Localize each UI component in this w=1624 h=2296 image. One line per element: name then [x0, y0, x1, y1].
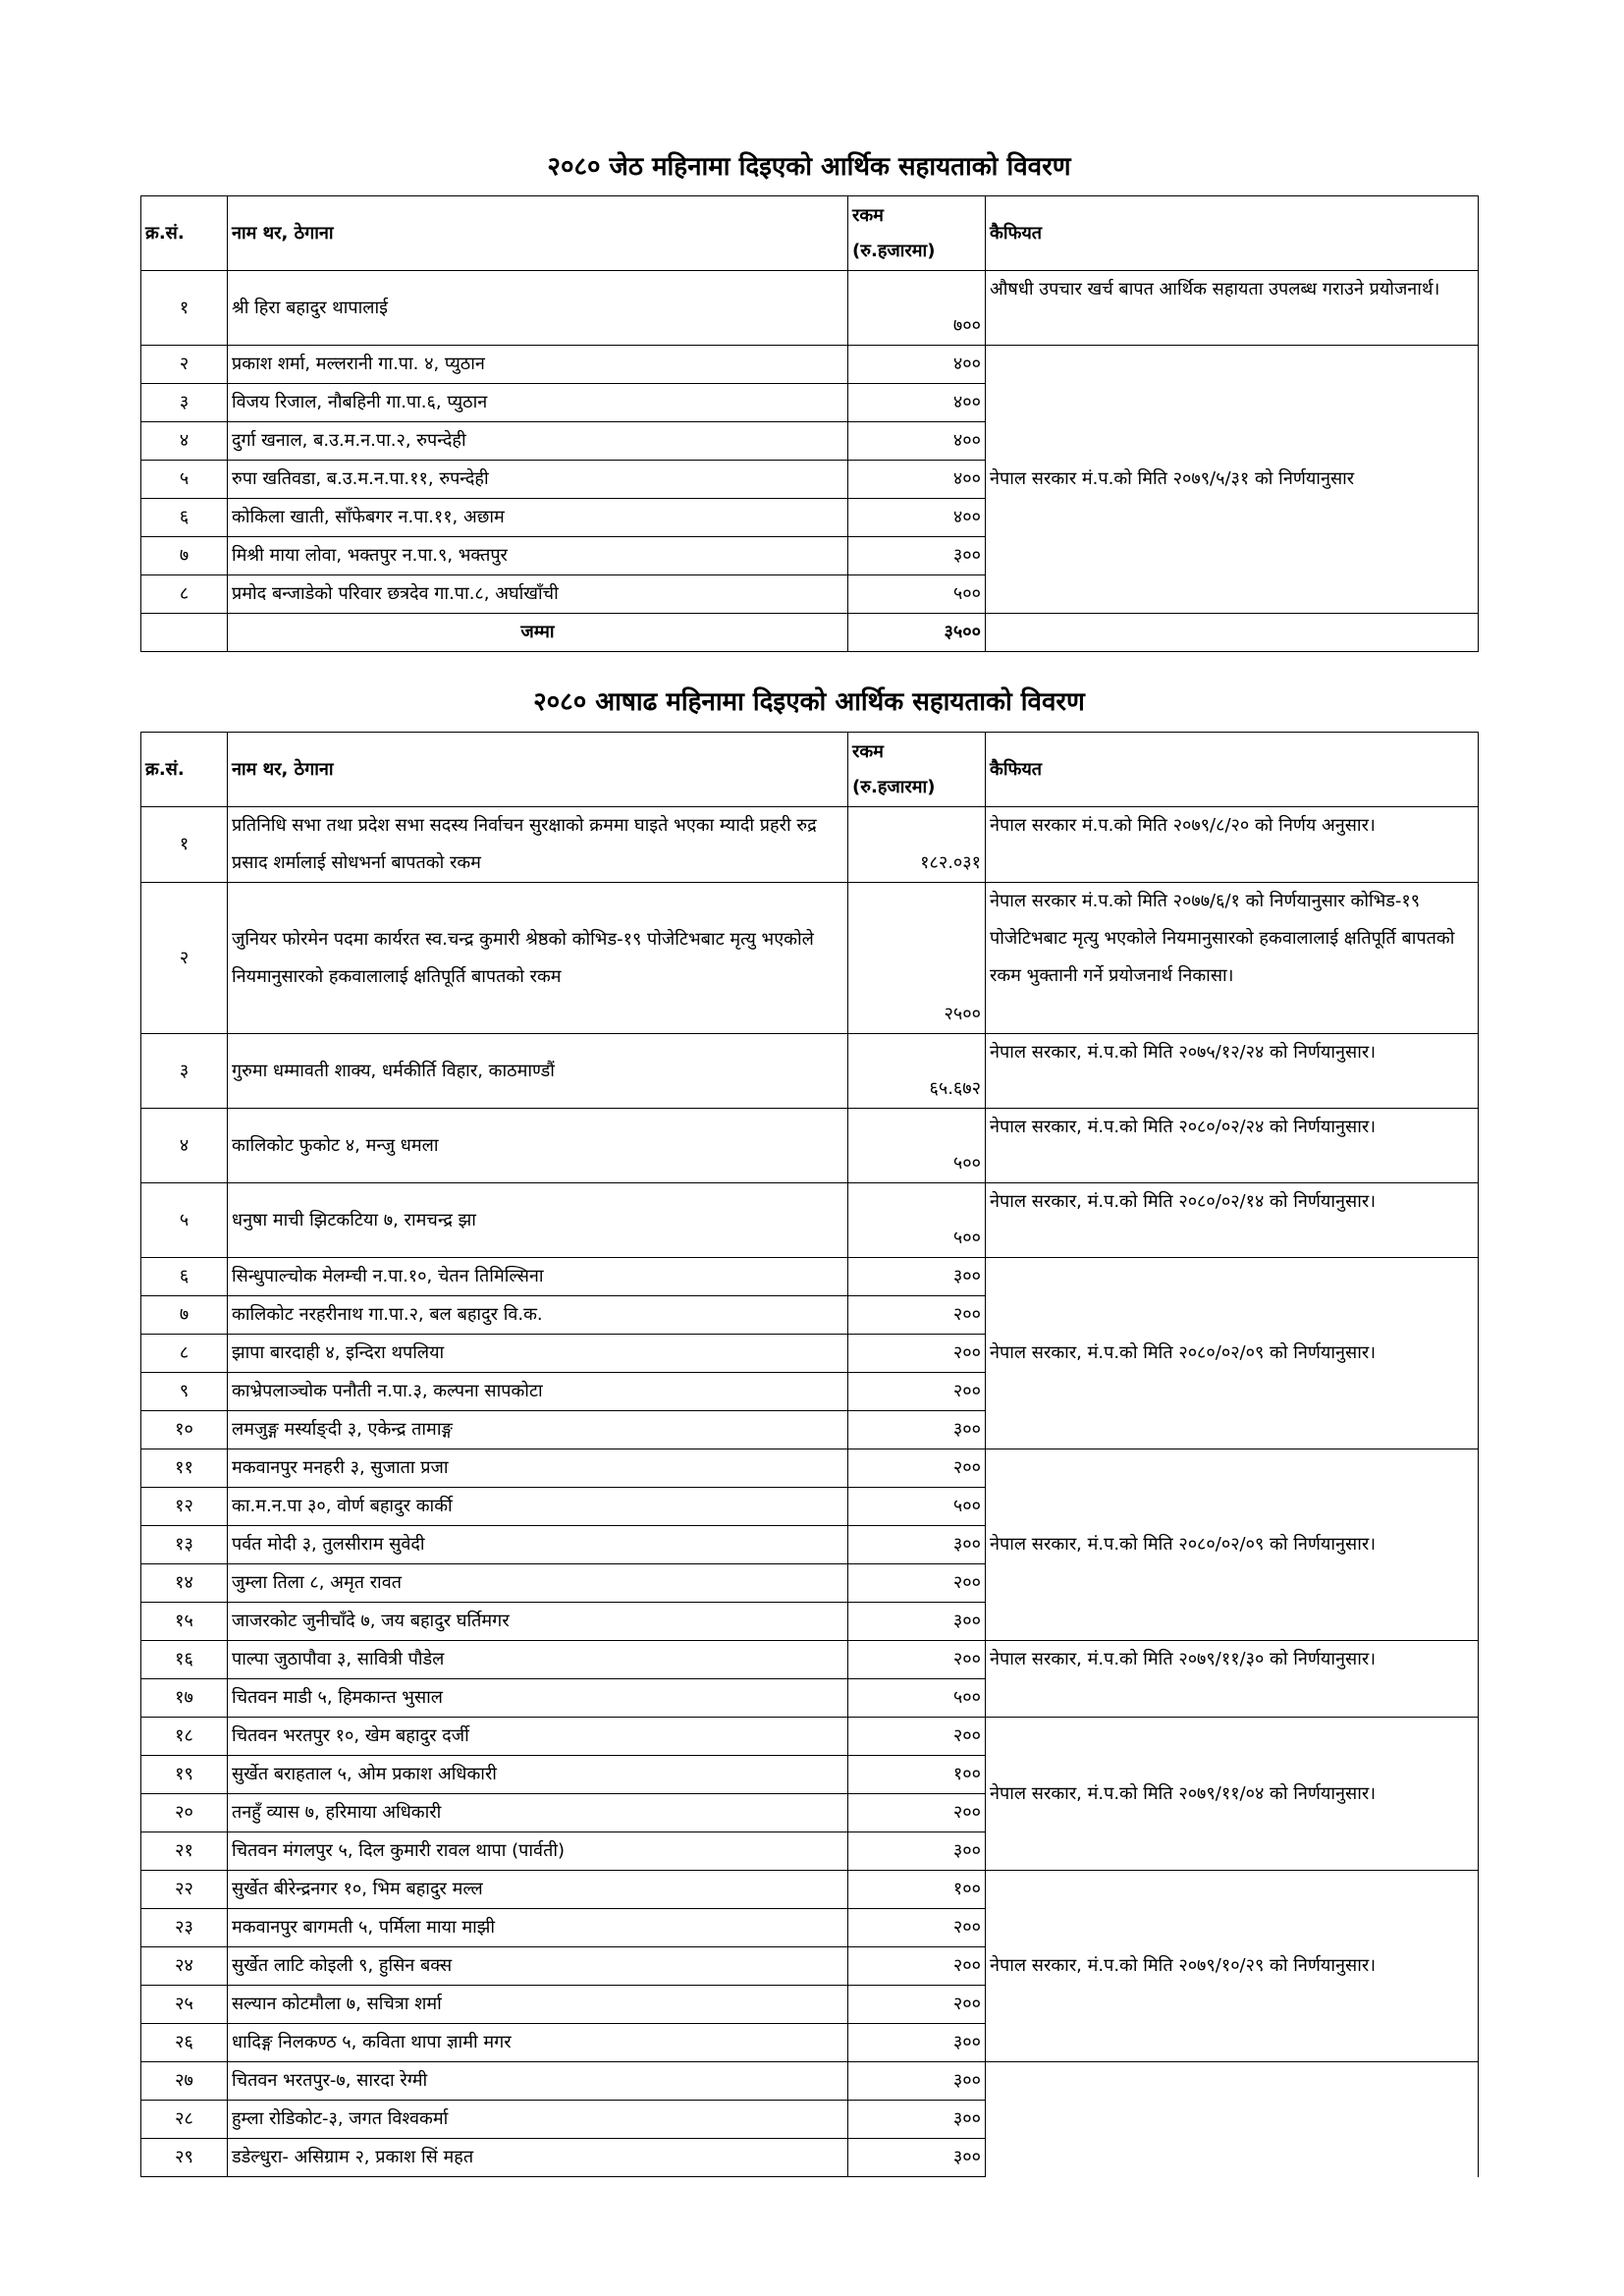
row-name: पर्वत मोदी ३, तुलसीराम सुवेदी — [228, 1526, 848, 1564]
row-name: प्रमोद बन्जाडेको परिवार छत्रदेव गा.पा.८, अर्घाखाँची — [228, 575, 848, 614]
row-amount: ३०० — [848, 1603, 986, 1641]
row-sn: १६ — [141, 1641, 228, 1679]
row-sn: ३ — [141, 384, 228, 422]
row-sn: २३ — [141, 1909, 228, 1947]
table-row — [141, 807, 1479, 883]
group-remark-empty — [986, 2062, 1479, 2177]
row-amount: ४०० — [848, 346, 986, 384]
row-amount: ३०० — [848, 2062, 986, 2101]
row-remark: नेपाल सरकार मं.प.को मिति २०७७/६/१ को निर्णयानुसार कोभिड-१९ पोजेटिभबाट मृत्यु भएकोले नियमानुसारको हकवालालाई क्षतिपूर्ति बापतको रकम भुक्तानी गर्ने प्रयोजनार्थ निकासा। — [986, 883, 1479, 1034]
row-amount: ५०० — [848, 1679, 986, 1718]
row-sn: २ — [141, 883, 228, 1034]
row-amount: १०० — [848, 1871, 986, 1909]
row-name: मिश्री माया लोवा, भक्तपुर न.पा.९, भक्तपुर — [228, 537, 848, 575]
row-sn: १२ — [141, 1488, 228, 1526]
row-amount: २०० — [848, 1335, 986, 1373]
row-name: काभ्रेपलाञ्चोक पनौती न.पा.३, कल्पना सापकोटा — [228, 1373, 848, 1411]
row-sn: २४ — [141, 1947, 228, 1986]
row-remark: नेपाल सरकार, मं.प.को मिति २०८०/०२/१४ को निर्णयानुसार। — [986, 1183, 1479, 1258]
row-name: प्रतिनिधि सभा तथा प्रदेश सभा सदस्य निर्वाचन सुरक्षाको क्रममा घाइते भएका म्यादी प्रहरी रुद्र प्रसाद शर्मालाई सोधभर्ना बापतको रकम — [228, 807, 848, 883]
row-sn: ५ — [141, 1183, 228, 1258]
row-remark: नेपाल सरकार, मं.प.को मिति २०७५/१२/२४ को निर्णयानुसार। — [986, 1034, 1479, 1109]
row-amount: २०० — [848, 1296, 986, 1335]
row-name: कालिकोट फुकोट ४, मन्जु धमला — [228, 1109, 848, 1183]
row-sn: २७ — [141, 2062, 228, 2101]
table2 — [140, 732, 1479, 2177]
row-sn: २६ — [141, 2024, 228, 2062]
row-name: रुपा खतिवडा, ब.उ.म.न.पा.११, रुपन्देही — [228, 461, 848, 499]
row-remark: औषधी उपचार खर्च बापत आर्थिक सहायता उपलब्ध गराउने प्रयोजनार्थ। — [986, 271, 1479, 346]
row-name: विजय रिजाल, नौबहिनी गा.पा.६, प्युठान — [228, 384, 848, 422]
row-amount: ४०० — [848, 499, 986, 537]
row-name: दुर्गा खनाल, ब.उ.म.न.पा.२, रुपन्देही — [228, 422, 848, 461]
row-amount: ७०० — [848, 271, 986, 346]
row-remark: नेपाल सरकार, मं.प.को मिति २०८०/०२/२४ को निर्णयानुसार। — [986, 1109, 1479, 1183]
row-name: गुरुमा धम्मावती शाक्य, धर्मकीर्ति विहार, काठमाण्डौं — [228, 1034, 848, 1109]
row-sn: ८ — [141, 575, 228, 614]
row-name: जाजरकोट जुनीचाँदे ७, जय बहादुर घर्तिमगर — [228, 1603, 848, 1641]
group-remark: नेपाल सरकार, मं.प.को मिति २०७९/११/३० को निर्णयानुसार। — [986, 1641, 1479, 1718]
total-remark-empty — [986, 614, 1479, 652]
row-name: झापा बारदाही ४, इन्दिरा थपलिया — [228, 1335, 848, 1373]
row-amount: २०० — [848, 1947, 986, 1986]
row-sn: २५ — [141, 1986, 228, 2024]
table-row — [141, 1449, 1479, 1488]
header-amount — [848, 196, 986, 271]
row-sn: २ — [141, 346, 228, 384]
row-sn: १३ — [141, 1526, 228, 1564]
row-amount: ५०० — [848, 575, 986, 614]
table2-header-row — [141, 733, 1479, 807]
row-sn: १८ — [141, 1718, 228, 1756]
row-name: प्रकाश शर्मा, मल्लरानी गा.पा. ४, प्युठान — [228, 346, 848, 384]
row-amount: २०० — [848, 1641, 986, 1679]
table-row — [141, 1183, 1479, 1258]
header-amount-line1: रकम — [852, 204, 884, 226]
row-amount: ३०० — [848, 537, 986, 575]
row-amount: १०० — [848, 1756, 986, 1794]
row-amount: ३०० — [848, 1411, 986, 1449]
row-amount: ५०० — [848, 1109, 986, 1183]
header-amount-line1: रकम — [852, 740, 884, 762]
header-remarks: कैफियत — [986, 196, 1479, 271]
group-remark: नेपाल सरकार मं.प.को मिति २०७९/५/३१ को निर्णयानुसार — [986, 346, 1479, 614]
row-sn: ६ — [141, 499, 228, 537]
row-amount: ३०० — [848, 2139, 986, 2177]
row-name: लमजुङ्ग मर्स्याङ्दी ३, एकेन्द्र तामाङ्ग — [228, 1411, 848, 1449]
row-name: धनुषा माची झिटकटिया ७, रामचन्द्र झा — [228, 1183, 848, 1258]
row-name: श्री हिरा बहादुर थापालाई — [228, 271, 848, 346]
row-amount: ३०० — [848, 1526, 986, 1564]
group-remark: नेपाल सरकार, मं.प.को मिति २०८०/०२/०९ को निर्णयानुसार। — [986, 1258, 1479, 1449]
row-name: हुम्ला रोडिकोट-३, जगत विश्वकर्मा — [228, 2101, 848, 2139]
row-amount: २०० — [848, 1986, 986, 2024]
group-remark: नेपाल सरकार, मं.प.को मिति २०७९/११/०४ को निर्णयानुसार। — [986, 1718, 1479, 1871]
row-name: डडेल्धुरा- असिग्राम २, प्रकाश सिं महत — [228, 2139, 848, 2177]
row-sn: २९ — [141, 2139, 228, 2177]
row-sn: ७ — [141, 537, 228, 575]
row-amount: २०० — [848, 1564, 986, 1603]
row-amount: ३०० — [848, 2101, 986, 2139]
row-amount: २०० — [848, 1373, 986, 1411]
table-row — [141, 1034, 1479, 1109]
table1-header-row — [141, 196, 1479, 271]
row-name: तनहुँ व्यास ७, हरिमाया अधिकारी — [228, 1794, 848, 1832]
row-sn: १७ — [141, 1679, 228, 1718]
row-remark: नेपाल सरकार मं.प.को मिति २०७९/८/२० को निर्णय अनुसार। — [986, 807, 1479, 883]
header-sn: क्र.सं. — [141, 196, 228, 271]
header-remarks: कैफियत — [986, 733, 1479, 807]
row-amount: २०० — [848, 1794, 986, 1832]
row-sn: ३ — [141, 1034, 228, 1109]
row-amount: २०० — [848, 1909, 986, 1947]
group-remark: नेपाल सरकार, मं.प.को मिति २०७९/१०/२९ को निर्णयानुसार। — [986, 1871, 1479, 2062]
row-sn: २८ — [141, 2101, 228, 2139]
row-sn: १ — [141, 271, 228, 346]
table-row — [141, 1641, 1479, 1679]
total-amount: ३५०० — [848, 614, 986, 652]
row-amount: २०० — [848, 1449, 986, 1488]
total-row — [141, 614, 1479, 652]
table1 — [140, 195, 1479, 652]
row-sn: १ — [141, 807, 228, 883]
table-row — [141, 1258, 1479, 1296]
row-name: सिन्धुपाल्चोक मेलम्ची न.पा.१०, चेतन तिमिल्सिना — [228, 1258, 848, 1296]
total-sn-empty — [141, 614, 228, 652]
row-name: कालिकोट नरहरीनाथ गा.पा.२, बल बहादुर वि.क. — [228, 1296, 848, 1335]
row-name: धादिङ्ग निलकण्ठ ५, कविता थापा ज्ञामी मगर — [228, 2024, 848, 2062]
row-name: चितवन भरतपुर-७, सारदा रेग्मी — [228, 2062, 848, 2101]
header-name: नाम थर, ठेगाना — [228, 733, 848, 807]
row-amount: २०० — [848, 1718, 986, 1756]
row-name: चितवन मंगलपुर ५, दिल कुमारी रावल थापा (पार्वती) — [228, 1832, 848, 1871]
row-amount: ४०० — [848, 384, 986, 422]
header-amount — [848, 733, 986, 807]
row-name: जुम्ला तिला ८, अमृत रावत — [228, 1564, 848, 1603]
row-sn: ४ — [141, 422, 228, 461]
row-sn: २० — [141, 1794, 228, 1832]
header-amount-line2: (रु.हजारमा) — [852, 240, 936, 261]
table-row — [141, 1109, 1479, 1183]
row-sn: ६ — [141, 1258, 228, 1296]
row-amount: ६५.६७२ — [848, 1034, 986, 1109]
row-amount: ४०० — [848, 461, 986, 499]
row-sn: २२ — [141, 1871, 228, 1909]
row-name: सुर्खेत बराहताल ५, ओम प्रकाश अधिकारी — [228, 1756, 848, 1794]
row-amount: ३०० — [848, 2024, 986, 2062]
row-sn: १० — [141, 1411, 228, 1449]
row-sn: १४ — [141, 1564, 228, 1603]
row-name: चितवन भरतपुर १०, खेम बहादुर दर्जी — [228, 1718, 848, 1756]
row-sn: ७ — [141, 1296, 228, 1335]
row-name: जुनियर फोरमेन पदमा कार्यरत स्व.चन्द्र कुमारी श्रेष्ठको कोभिड-१९ पोजेटिभबाट मृत्यु भएकोले नियमानुसारको हकवालालाई क्षतिपूर्ति बापतको रकम — [228, 883, 848, 1034]
row-name: सल्यान कोटमौला ७, सचित्रा शर्मा — [228, 1986, 848, 2024]
row-sn: १९ — [141, 1756, 228, 1794]
row-sn: २१ — [141, 1832, 228, 1871]
total-label: जम्मा — [228, 614, 848, 652]
table-row — [141, 271, 1479, 346]
row-amount: १८२.०३१ — [848, 807, 986, 883]
row-amount: ४०० — [848, 422, 986, 461]
group-remark: नेपाल सरकार, मं.प.को मिति २०८०/०२/०९ को निर्णयानुसार। — [986, 1449, 1479, 1641]
row-amount: ३०० — [848, 1258, 986, 1296]
table-row — [141, 346, 1479, 384]
row-sn: ५ — [141, 461, 228, 499]
row-amount: २५०० — [848, 883, 986, 1034]
row-sn: १५ — [141, 1603, 228, 1641]
row-amount: ३०० — [848, 1832, 986, 1871]
table-row — [141, 883, 1479, 1034]
row-name: सुर्खेत लाटि कोइली ९, हुसिन बक्स — [228, 1947, 848, 1986]
table2-title: २०८० आषाढ महिनामा दिइएको आर्थिक सहायताको विवरण — [533, 687, 1085, 717]
header-name: नाम थर, ठेगाना — [228, 196, 848, 271]
row-sn: ११ — [141, 1449, 228, 1488]
row-sn: ९ — [141, 1373, 228, 1411]
row-name: पाल्पा जुठापौवा ३, सावित्री पौडेल — [228, 1641, 848, 1679]
row-sn: ८ — [141, 1335, 228, 1373]
row-amount: ५०० — [848, 1183, 986, 1258]
row-name: मकवानपुर मनहरी ३, सुजाता प्रजा — [228, 1449, 848, 1488]
row-name: का.म.न.पा ३०, वोर्ण बहादुर कार्की — [228, 1488, 848, 1526]
table-row — [141, 1871, 1479, 1909]
row-sn: ४ — [141, 1109, 228, 1183]
table1-title: २०८० जेठ महिनामा दिइएको आर्थिक सहायताको विवरण — [547, 152, 1071, 182]
row-name: सुर्खेत बीरेन्द्रनगर १०, भिम बहादुर मल्ल — [228, 1871, 848, 1909]
row-name: कोकिला खाती, साँफेबगर न.पा.११, अछाम — [228, 499, 848, 537]
row-name: चितवन माडी ५, हिमकान्त भुसाल — [228, 1679, 848, 1718]
header-sn: क्र.सं. — [141, 733, 228, 807]
header-amount-line2: (रु.हजारमा) — [852, 776, 936, 797]
table-row — [141, 2062, 1479, 2101]
row-amount: ५०० — [848, 1488, 986, 1526]
table-row — [141, 1718, 1479, 1756]
row-name: मकवानपुर बागमती ५, पर्मिला माया माझी — [228, 1909, 848, 1947]
